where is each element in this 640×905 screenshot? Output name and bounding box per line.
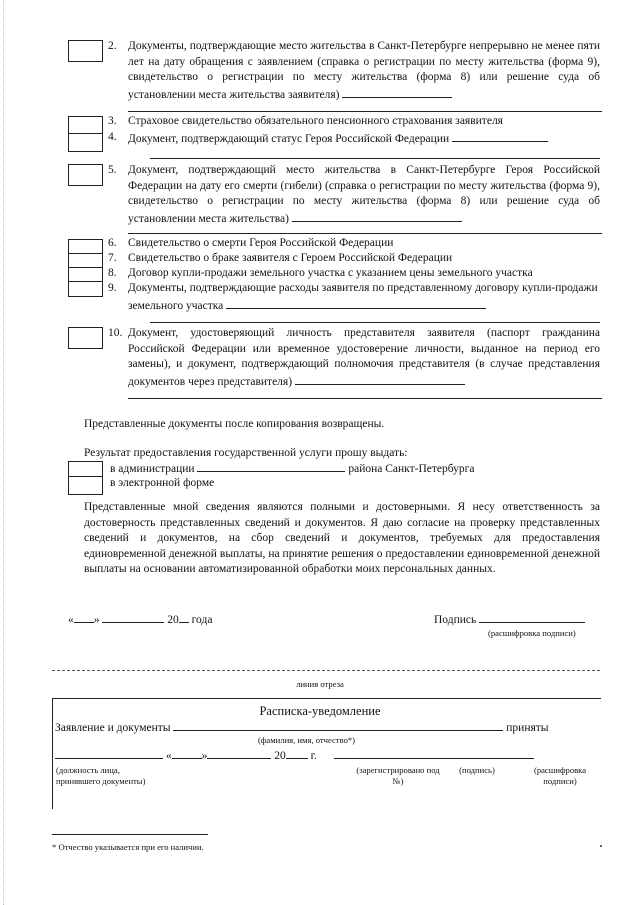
checkbox-item-5[interactable]	[68, 164, 103, 186]
item-10-text: Документ, удостоверяющий личность представителя заявителя (паспорт гражданина Российской Федерации или временное удостоверение личности, выданное на период его замены), и документ, подтверждающий полномочия представителя (в случае представления документов через представителя)	[128, 327, 600, 388]
item-7-text: Свидетельство о браке заявителя с Героем Российской Федерации	[128, 252, 453, 264]
checkbox-divider-7-8	[68, 267, 102, 268]
receipt-title: Расписка-уведомление	[259, 704, 381, 718]
receipt-tail-fill-line[interactable]	[334, 747, 534, 759]
consent-text: Представленные мной сведения являются полными и достоверными. Я несу ответственность за достоверность представленных сведений и документов. Я даю согласие на проверку представленных сведений и документов, на сбор сведений и документов, требуемых для предоставления единовременной денежной выплаты, на принятие решения о предоставлении единовременной денежной выплаты на основании автоматизированной обработки моих персональных данных.	[84, 501, 600, 576]
cut-line-label: линия отреза	[296, 679, 344, 689]
checkbox-item-2[interactable]	[68, 40, 103, 62]
footnote-text: * Отчество указывается при его наличии.	[52, 842, 204, 852]
checkbox-result-options[interactable]	[68, 461, 103, 495]
item-3-text: Страховое свидетельство обязательного пенсионного страхования заявителя	[128, 115, 503, 127]
signature-caption: (расшифровка подписи)	[488, 628, 576, 638]
item-9-fill-line[interactable]	[226, 297, 486, 309]
checkbox-divider-8-9	[68, 281, 102, 282]
receipt-year-fill-line[interactable]	[286, 747, 308, 759]
checkbox-divider-result	[68, 476, 102, 477]
item-2-fill-line[interactable]	[342, 86, 452, 98]
item-4-text: Документ, подтверждающий статус Героя Российской Федерации	[128, 130, 600, 148]
day-fill-line[interactable]	[74, 611, 94, 623]
date-line: « » 20 года	[68, 611, 268, 629]
receipt-caption-decode: (расшифровка подписи)	[533, 765, 587, 786]
item-4-fill-line[interactable]	[452, 130, 548, 142]
receipt-day-fill-line[interactable]	[172, 747, 202, 759]
item-7-number: 7.	[108, 252, 117, 264]
item-8-text: Договор купли-продажи земельного участка с указанием цены земельного участка	[128, 267, 533, 279]
checkbox-items-6-9[interactable]	[68, 239, 103, 297]
item-10-fill-line[interactable]	[295, 373, 465, 385]
checkbox-item-3-4[interactable]	[68, 116, 103, 152]
receipt-fio-caption: (фамилия, имя, отчество*)	[258, 735, 356, 745]
result-option-electronic: в электронной форме	[110, 477, 215, 489]
month-fill-line[interactable]	[102, 611, 164, 623]
item-6-number: 6.	[108, 237, 117, 249]
signature-line: Подпись	[434, 611, 604, 629]
item-5-number: 5.	[108, 164, 117, 176]
result-title: Результат предоставления государственной услуги прошу выдать:	[84, 447, 408, 459]
receipt-position-fill-line[interactable]	[55, 747, 163, 759]
item-2-extra-line	[128, 111, 602, 112]
item-10-extra-line	[128, 398, 602, 399]
returned-text: Представленные документы после копирования возвращены.	[84, 418, 385, 430]
cut-dashed-line	[52, 670, 600, 671]
checkbox-divider-6-7	[68, 253, 102, 254]
item-8-number: 8.	[108, 267, 117, 279]
item-9-extra-line	[150, 322, 600, 323]
result-option-admin: в администрации района Санкт-Петербурга	[110, 460, 600, 478]
receipt-line-1: Заявление и документы приняты	[55, 719, 603, 737]
checkbox-item-10[interactable]	[68, 327, 103, 349]
signature-fill-line[interactable]	[479, 611, 585, 623]
item-4-extra-line	[150, 158, 600, 159]
item-10-number: 10.	[108, 327, 123, 339]
footnote-separator	[52, 834, 208, 835]
year-fill-line[interactable]	[179, 611, 189, 623]
receipt-caption-registered: (зарегистрировано под №)	[356, 765, 440, 786]
item-5-fill-line[interactable]	[292, 210, 462, 222]
item-5-text: Документ, подтверждающий место жительства в Санкт-Петербурге Героя Российской Федерации на дату его смерти (гибели) (справка о регистрации по месту жительства (форма 9), свидетельство о регистрации по месту жительства (форма 8) или решение суда об установлении места жительства)	[128, 164, 600, 225]
checkbox-divider-3-4	[68, 133, 102, 134]
item-9-text: Документы, подтверждающие расходы заявителя по представленному договору купли-продажи земельного участка	[128, 282, 598, 312]
left-margin-dots	[3, 0, 4, 905]
item-9-number: 9.	[108, 282, 117, 294]
item-6-text: Свидетельство о смерти Героя Российской Федерации	[128, 237, 394, 249]
receipt-caption-signature: (подпись)	[459, 765, 495, 775]
district-fill-line[interactable]	[197, 460, 345, 472]
receipt-caption-position: (должность лица, принявшего документы)	[56, 765, 146, 786]
item-4-number: 4.	[108, 131, 117, 143]
item-2-text: Документы, подтверждающие место жительства в Санкт-Петербурге непрерывно не менее пяти лет на дату обращения с заявлением (справка о регистрации по месту жительства (форма 9), свидетельство о регистрации по месту жительства (форма 8) или решение суда об установлении места жительства заявителя)	[128, 40, 600, 101]
stray-dot	[600, 845, 602, 847]
item-5-extra-line	[128, 233, 602, 234]
receipt-line-2: « » 20 г.	[55, 747, 603, 765]
item-3-number: 3.	[108, 115, 117, 127]
receipt-fio-fill-line[interactable]	[173, 719, 503, 731]
receipt-month-fill-line[interactable]	[207, 747, 271, 759]
item-2-number: 2.	[108, 40, 117, 52]
